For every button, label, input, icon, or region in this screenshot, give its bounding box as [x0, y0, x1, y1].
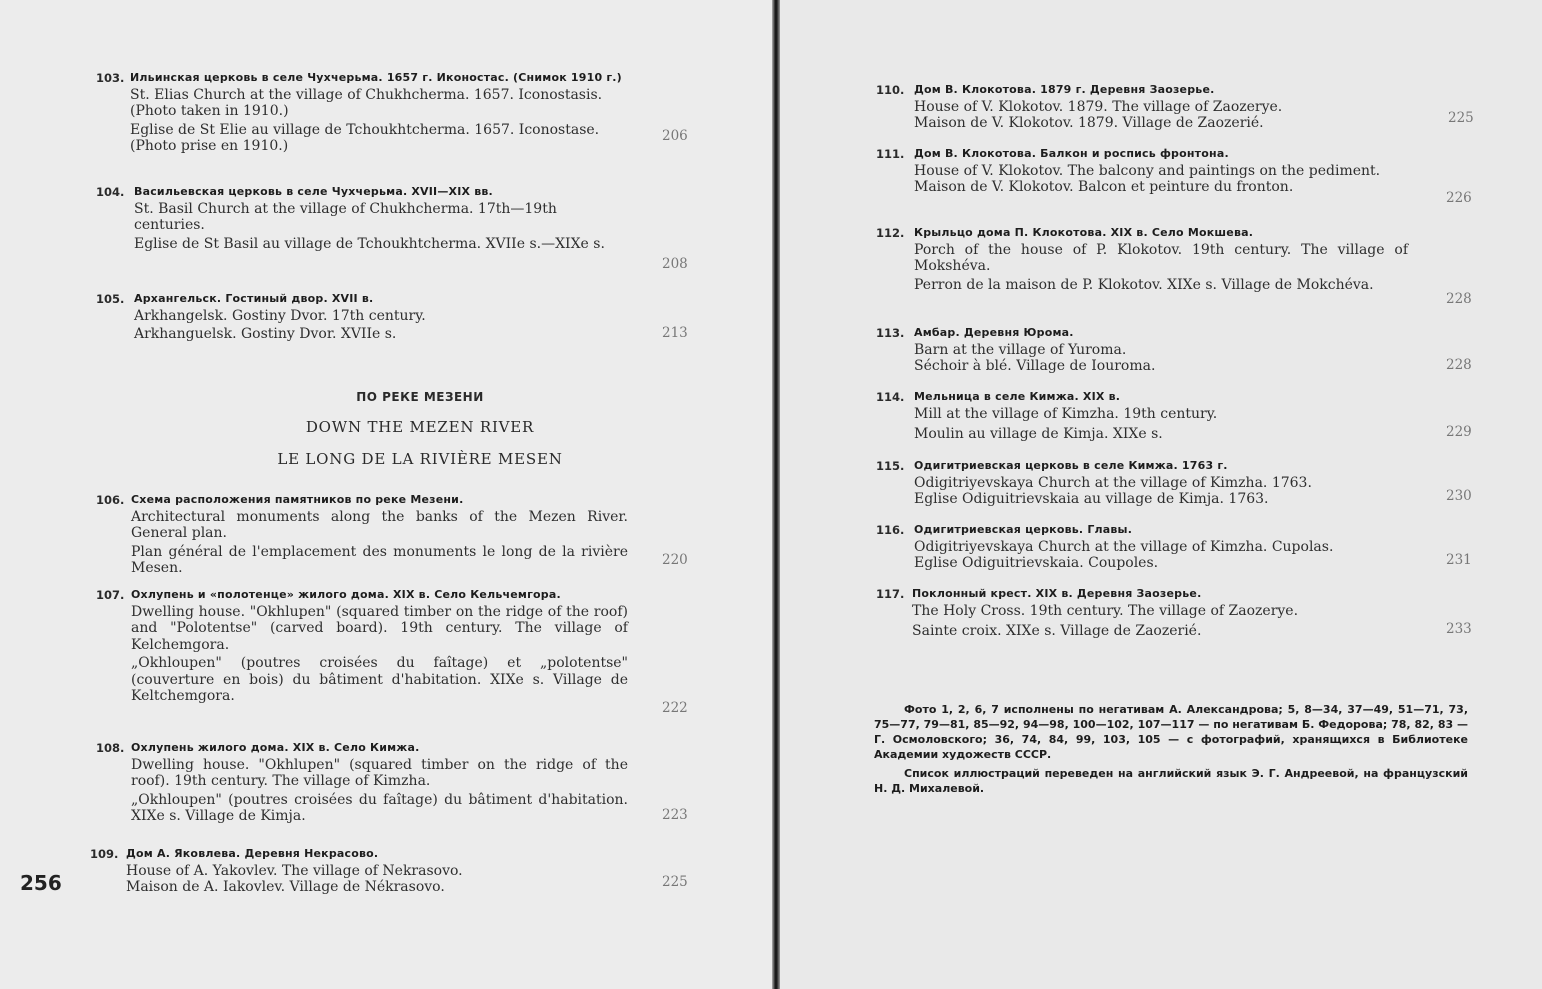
entry-title-ru: Дом В. Клокотова. Балкон и роспись фронтона. [914, 147, 1229, 160]
page-reference: 213 [662, 325, 688, 341]
page-reference: 206 [662, 128, 688, 144]
entry-title-fr: Sainte croix. XIXe s. Village de Zaozerié. [912, 623, 1202, 639]
entry-110 [876, 82, 1474, 132]
entry-title-en: Architectural monuments along the banks of the Mezen River. General plan. [131, 508, 628, 541]
entry-number: 103. [96, 71, 125, 85]
entry-title-en: St. Elias Church at the village of Chukhcherma. 1657. Iconostasis. (Photo taken in 1910.) [130, 86, 603, 119]
entry-number: 107. [96, 588, 125, 602]
entry-title-en: Odigitriyevskaya Church at the village of Kimzha. Cupolas. [914, 538, 1334, 555]
entry-title-en: House of V. Klokotov. 1879. The village of Zaozerye. [914, 98, 1283, 115]
entry-number: 115. [876, 459, 905, 473]
entry-title-ru: Васильевская церковь в селе Чухчерьма. XVII—XIX вв. [134, 185, 493, 198]
page-reference: 225 [1448, 110, 1474, 126]
entry-title-en: Arkhangelsk. Gostiny Dvor. 17th century. [134, 307, 426, 324]
entry-title-ru: Схема расположения памятников по реке Мезени. [131, 493, 464, 506]
entry-number: 109. [90, 847, 119, 861]
page-reference: 230 [1446, 488, 1472, 504]
entry-title-ru: Охлупень жилого дома. XIX в. Село Кимжа. [131, 741, 420, 754]
entry-105 [96, 291, 688, 343]
entry-number: 114. [876, 390, 905, 404]
photo-credits-note [874, 702, 1468, 796]
entry-number: 117. [876, 587, 905, 601]
entry-title-fr: Maison de V. Klokotov. Balcon et peinture du fronton. [914, 179, 1294, 195]
entry-108 [96, 740, 688, 825]
page-reference: 228 [1446, 357, 1472, 373]
entry-number: 108. [96, 741, 125, 755]
entry-112 [876, 225, 1472, 307]
entry-title-ru: Дом А. Яковлева. Деревня Некрасово. [126, 847, 379, 860]
page-reference: 223 [662, 807, 688, 823]
entry-title-fr: Séchoir à blé. Village de Iouroma. [914, 358, 1156, 374]
page-reference: 229 [1446, 424, 1472, 440]
page-reference: 226 [1446, 190, 1472, 206]
entry-title-en: St. Basil Church at the village of Chukhcherma. 17th—19th centuries. [134, 200, 557, 233]
entry-title-fr: Eglise Odiguitrievskaia au village de Kimja. 1763. [914, 491, 1269, 507]
page-number: 256 [20, 871, 62, 895]
entry-109 [90, 846, 688, 896]
entry-107 [96, 587, 688, 716]
entry-title-ru: Одигитриевская церковь. Главы. [914, 523, 1133, 536]
page-reference: 225 [662, 874, 688, 890]
book-gutter [772, 0, 780, 989]
entry-number: 112. [876, 226, 905, 240]
entry-number: 110. [876, 83, 905, 97]
entry-title-fr: Maison de V. Klokotov. 1879. Village de Zaozerié. [914, 115, 1264, 131]
entry-117 [876, 586, 1472, 640]
photo-credits: Фото 1, 2, 6, 7 исполнены по негативам А. Александрова; 5, 8—34, 37—49, 51—71, 73, 75—77, 79—81, 85—92, 94—98, 100—102, 107—117 — по негативам Б. Федорова; 78, 82, 83 — Г. Осмоловского; 36, 74, 84, 99, 103, 105 — с фотографий, хранящихся в Библиотеке Академии художеств СССР. [874, 703, 1468, 761]
page-reference: 208 [662, 256, 688, 272]
entry-106 [96, 492, 688, 577]
entry-title-fr: Eglise de St Basil au village de Tchoukhtcherma. XVIIe s.—XIXe s. [134, 235, 605, 252]
entry-title-fr: Maison de A. Iakovlev. Village de Nékrasovo. [126, 879, 445, 895]
entry-number: 113. [876, 326, 905, 340]
entry-number: 106. [96, 493, 125, 507]
entry-103 [96, 70, 688, 155]
entry-115 [876, 458, 1472, 508]
entry-title-fr: Eglise Odiguitrievskaia. Coupoles. [914, 555, 1159, 571]
entry-title-ru: Мельница в селе Кимжа. XIX в. [914, 390, 1121, 403]
entry-title-ru: Ильинская церковь в селе Чухчерьма. 1657 г. Иконостас. (Снимок 1910 г.) [130, 71, 622, 84]
entry-113 [876, 325, 1472, 375]
section-title-fr: LE LONG DE LA RIVIÈRE MESEN [277, 450, 563, 468]
entry-114 [876, 389, 1472, 443]
entry-title-ru: Амбар. Деревня Юрома. [914, 326, 1074, 339]
page-reference: 233 [1446, 621, 1472, 637]
entry-title-ru: Дом В. Клокотова. 1879 г. Деревня Заозерье. [914, 83, 1215, 96]
page-reference: 228 [1446, 291, 1472, 307]
entry-title-fr: Plan général de l'emplacement des monuments le long de la rivière Mesen. [131, 543, 628, 576]
section-title-en: DOWN THE MEZEN RIVER [305, 418, 535, 436]
section-heading [100, 390, 740, 468]
entry-title-en: Dwelling house. "Okhlupen" (squared timber on the ridge of the roof). 19th century. The village of Kimzha. [131, 756, 628, 789]
entry-title-fr: Arkhanguelsk. Gostiny Dvor. XVIIe s. [134, 326, 397, 342]
section-title-ru: ПО РЕКЕ МЕЗЕНИ [356, 390, 484, 404]
entry-number: 116. [876, 523, 905, 537]
entry-title-en: Mill at the village of Kimzha. 19th century. [914, 405, 1218, 422]
entry-116 [876, 522, 1472, 572]
entry-title-en: Barn at the village of Yuroma. [914, 341, 1127, 358]
entry-title-fr: Eglise de St Elie au village de Tchoukhtcherma. 1657. Iconostase. (Photo prise en 1910.) [130, 121, 600, 154]
entry-title-en: The Holy Cross. 19th century. The village of Zaozerye. [912, 602, 1299, 619]
entry-title-fr: „Okhloupen" (poutres croisées du faîtage) et „polotentse" (couverture en bois) du bâtiment d'habitation. XIXe s. Village de Keltchemgora. [131, 655, 628, 704]
entry-title-en: House of A. Yakovlev. The village of Nekrasovo. [126, 862, 463, 879]
entry-104 [96, 184, 688, 272]
page-reference: 220 [662, 552, 688, 568]
entry-title-ru: Охлупень и «полотенце» жилого дома. XIX в. Село Кельчемгора. [131, 588, 561, 601]
entry-title-ru: Поклонный крест. XIX в. Деревня Заозерье. [912, 587, 1202, 600]
entry-title-ru: Крыльцо дома П. Клокотова. XIX в. Село Мокшева. [914, 226, 1254, 239]
entry-title-fr: Perron de la maison de P. Klokotov. XIXe s. Village de Mokchéva. [914, 276, 1374, 293]
page-reference: 222 [662, 700, 688, 716]
entry-title-en: Odigitriyevskaya Church at the village of Kimzha. 1763. [914, 474, 1312, 491]
entry-title-en: House of V. Klokotov. The balcony and paintings on the pediment. [914, 162, 1381, 179]
entry-title-fr: „Okhloupen" (poutres croisées du faîtage) du bâtiment d'habitation. XIXe s. Village de Kimja. [131, 791, 628, 824]
translation-credits: Список иллюстраций переведен на английский язык Э. Г. Андреевой, на французский Н. Д. Михалевой. [874, 767, 1468, 795]
entry-title-en: Porch of the house of P. Klokotov. 19th century. The village of Mokshéva. [914, 241, 1408, 274]
entry-number: 104. [96, 185, 125, 199]
entry-title-ru: Одигитриевская церковь в селе Кимжа. 1763 г. [914, 459, 1228, 472]
entry-title-en: Dwelling house. "Okhlupen" (squared timber on the ridge of the roof) and "Polotentse" (carved board). 19th century. The village of Kelchemgora. [131, 603, 628, 653]
page-reference: 231 [1446, 552, 1472, 568]
entry-title-ru: Архангельск. Гостиный двор. XVII в. [134, 292, 374, 305]
entry-title-fr: Moulin au village de Kimja. XIXe s. [914, 426, 1163, 442]
entry-number: 105. [96, 292, 125, 306]
entry-number: 111. [876, 147, 905, 161]
entry-111 [876, 146, 1472, 206]
